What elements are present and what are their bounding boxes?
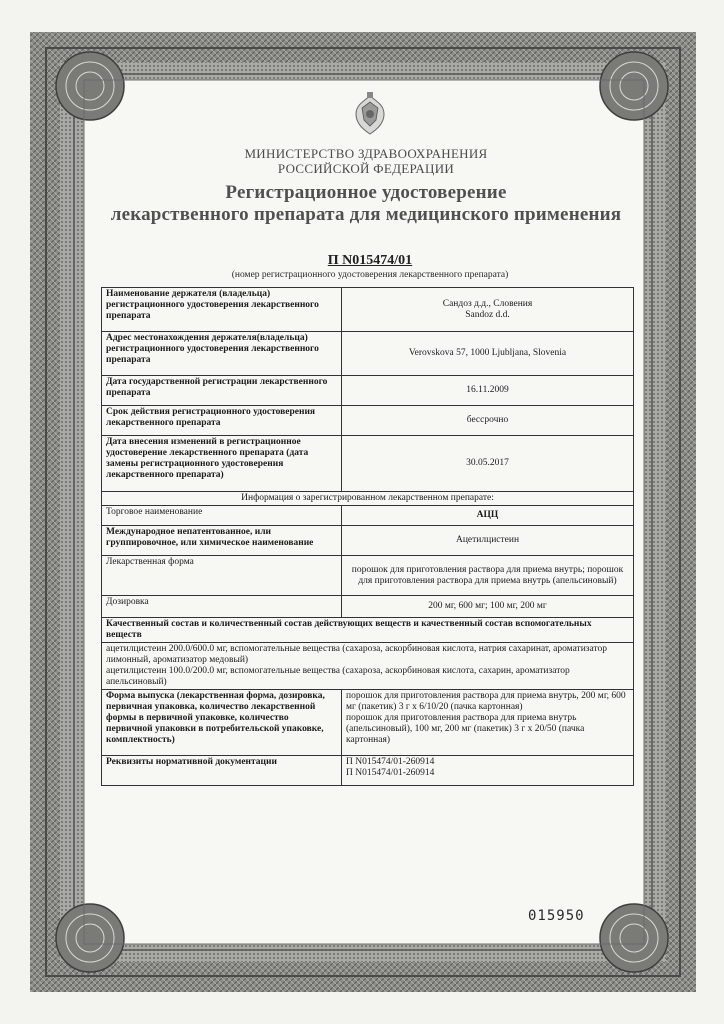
nd-value [342,756,634,786]
form-value: порошок для приготовления раствора для приема внутрь; порошок для приготовления раствора для приема внутрь (апельсиновый) [342,556,634,596]
nd-value-2: П N015474/01-260914 [346,768,435,778]
address-value: Verovskova 57, 1000 Ljubljana, Slovenia [342,332,634,376]
ministry-line-1: МИНИСТЕРСТВО ЗДРАВООХРАНЕНИЯ [244,146,488,161]
table-row [102,332,634,376]
holder-value-ru: Сандоз д.д., Словения [442,298,533,309]
form-label: Лекарственная форма [102,556,342,596]
table-row [102,288,634,332]
table-row [102,526,634,556]
table-row [102,492,634,506]
table-row [102,436,634,492]
inn-label: Международное непатентованное, или группировочное, или химическое наименование [102,526,342,556]
title-line-1: Регистрационное удостоверение [225,182,507,203]
release-value-1: порошок для приготовления раствора для приема внутрь, 200 мг, 600 мг (пакетик) 3 г х 6/10/20 (пачка картонная) [346,691,626,712]
ministry-name [90,146,642,176]
validity-value: бессрочно [342,406,634,436]
ministry-line-2: РОССИЙСКОЙ ФЕДЕРАЦИИ [277,161,455,176]
composition-label: Качественный состав и количественный состав действующих веществ и качественный состав вспомогательных веществ [102,618,634,643]
holder-value-en: Sandoz d.d. [465,309,510,320]
table-row [102,596,634,618]
reg-date-label: Дата государственной регистрации лекарственного препарата [102,376,342,406]
registration-number-caption: (номер регистрационного удостоверения лекарственного препарата) [231,270,509,280]
changes-value: 30.05.2017 [342,436,634,492]
serial-number: 015950 [528,908,585,924]
release-value-2: порошок для приготовления раствора для приема внутрь (апельсиновый), 100 мг, 200 мг (пакетик) 3 г х 20/50 (пачка картонная) [346,713,585,745]
registration-table [101,287,634,786]
changes-label: Дата внесения изменений в регистрационное удостоверение лекарственного препарата (дата замены регистрационного удостоверения лекарственного препарата) [102,436,342,492]
dosage-label: Дозировка [102,596,342,618]
table-row [102,556,634,596]
table-row [102,506,634,526]
coat-of-arms-icon [352,92,388,136]
dosage-value: 200 мг, 600 мг; 100 мг, 200 мг [342,596,634,618]
composition-line-1: ацетилцистеин 200.0/600.0 мг, вспомогательные вещества (сахароза, аскорбиновая кислота, натрия сахаринат, ароматизатор лимонный, ароматизатор медовый) [106,644,608,665]
release-label: Форма выпуска (лекарственная форма, дозировка, первичная упаковка, количество лекарственной формы в первичной упаковке, количество первичной упаковки в потребительской упаковке, комплектность) [102,690,342,756]
document-title [90,182,642,226]
registration-number: П N015474/01 [327,253,413,268]
nd-label: Реквизиты нормативной документации [102,756,342,786]
composition-value [102,643,634,690]
title-line-2: лекарственного препарата для медицинского применения [110,204,622,225]
table-row [102,376,634,406]
table-row [102,406,634,436]
table-row [102,618,634,643]
trade-name-value: АЦЦ [342,506,634,526]
inn-value: Ацетилцистеин [342,526,634,556]
table-row [102,643,634,690]
table-row [102,756,634,786]
info-header: Информация о зарегистрированном лекарственном препарате: [102,492,634,506]
trade-name-label: Торговое наименование [102,506,342,526]
validity-label: Срок действия регистрационного удостоверения лекарственного препарата [102,406,342,436]
reg-date-value: 16.11.2009 [342,376,634,406]
table-row [102,690,634,756]
release-value [342,690,634,756]
composition-line-2: ацетилцистеин 100.0/200.0 мг, вспомогательные вещества (сахароза, аскорбиновая кислота, сахарин, ароматизатор апельсиновый) [106,666,570,687]
holder-value [342,288,634,332]
nd-value-1: П N015474/01-260914 [346,757,435,767]
holder-label: Наименование держателя (владельца) регистрационного удостоверения лекарственного препарата [102,288,342,332]
address-label: Адрес местонахождения держателя(владельца) регистрационного удостоверения лекарственного препарата [102,332,342,376]
